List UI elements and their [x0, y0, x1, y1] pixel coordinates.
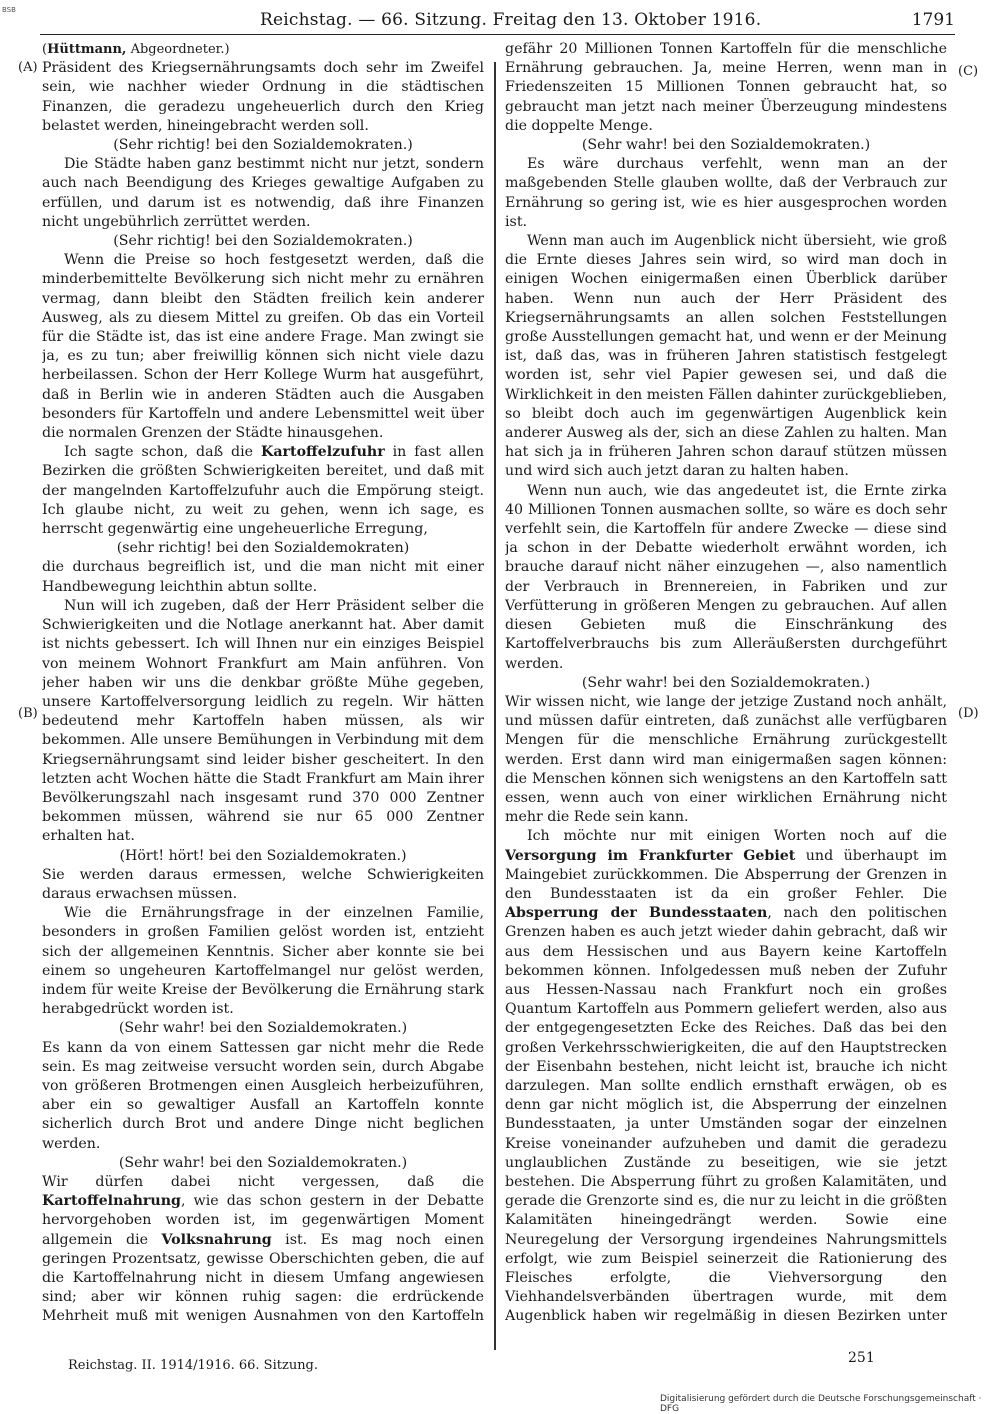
paragraph: Wenn die Preise so hoch festgesetzt werden, daß die minderbemittelte Bevölkerung sich nicht mehr zu ernähren vermag, dann bleibt den Städten freilich kein anderer Ausweg, als zu diesem Mittel zu greifen. Ob das ein Vorteil für die Städte ist, das ist eine andere Frage. Man zwingt sie ja, es zu tun; aber freiwillig können sich nicht viele dazu herbeilassen. Schon der Herr Kollege Wurm hat ausgeführt, daß in Berlin wie in anderen Städten auch die Ausgaben besonders für Kartoffeln und andere Lebensmittel weit über die normalen Grenzen der Städte hinausgehen. [42, 252, 484, 442]
speaker-role: Abgeordneter.) [126, 42, 230, 57]
interjection: (Sehr richtig! bei den Sozialdemokraten.) [113, 233, 413, 250]
text-run: Ich möchte nur mit einigen Worten noch auf die [527, 828, 947, 845]
paragraph: Wir wissen nicht, wie lange der jetzige Zustand noch anhält, und müssen dafür eintreten, daß zunächst alle verfügbaren Mengen für die menschliche Ernährung zurückgestellt werden. Erst dann wird man einigermaßen sagen können: die Menschen können sich wenigstens an den Kartoffeln satt essen, wenn auch von einer wirklichen Ernährung nicht mehr die Rede sein kann. [505, 693, 947, 826]
paragraph: Wenn nun auch, wie das angedeutet ist, die Ernte zirka 40 Millionen Tonnen ausmachen sollte, so wäre es doch sehr verfehlt sein, die Kartoffeln für andere Zwecke — diese sind ja schon in der Debatte wiederholt erwähnt worden, ich brauche darauf nicht näher einzugehen —, also namentlich der Verbrauch in Brennereien, in Fabriken und zur Verfütterung in größeren Mengen zu gebrauchen. Auf allen diesen Gebieten muß die Einschränkung des Kartoffelverbrauchs bis zum Alleräußersten durchgeführt werden. [505, 482, 947, 672]
left-column [42, 40, 484, 1325]
text-run: in fast allen Bezirken die größten Schwierigkeiten bereitet, und daß mit der mangelnden Kartoffelzufuhr auch die Empörung steigt. Ich glaube nicht, zu weit zu gehen, wenn ich sage, es herrscht gegenwärtig eine ungeheuerliche Erregung, [42, 444, 484, 538]
emphasis-term: Kartoffelzufuhr [261, 444, 385, 461]
paragraph: Es wäre durchaus verfehlt, wenn man an der maßgebenden Stelle glauben wollte, daß der Verbrauch zur Ernährung so gering ist, wie es hier ausgesprochen worden ist. [505, 156, 947, 230]
text-run: und überhaupt im Maingebiet zurückkommen. Die Absperrung der Grenzen in den Bundesstaaten ist da ein großer Fehler. Die [505, 847, 947, 902]
text-run: Wir dürfen dabei nicht vergessen, daß die [42, 1173, 484, 1190]
sheet-signature: 251 [848, 1350, 875, 1366]
speaker-line: (Hüttmann, Abgeordneter.) [42, 42, 230, 57]
column-divider [494, 62, 496, 1350]
page-header [40, 6, 955, 35]
right-column [505, 40, 947, 1325]
paragraph [505, 827, 947, 1325]
paragraph: Wenn man auch im Augenblick nicht übersieht, wie groß die Ernte dieses Jahres sein wird, so wird man doch in einigen Wochen einigermaßen einen Überblick darüber haben. Wenn nun auch der Herr Präsident des Kriegsernährungsamts an allen solchen Feststellungen große Ausstellungen gemacht hat, und wenn er der Meinung ist, daß das, was in früheren Jahren statistisch festgelegt worden ist, sehr viel Papier gewesen sei, und daß die Wirklichkeit in den meisten Fällen dahinter zurückgeblieben, so bleibt doch auch im gegenwärtigen Augenblick kein anderer Ausweg als der, sich an diese Zahlen zu halten. Man hat sich ja in früheren Jahren schon darauf stützen müssen und wird sich auch jetzt daran zu halten haben. [505, 233, 947, 480]
margin-marker-b: (B) [18, 706, 38, 721]
paragraph: gefähr 20 Millionen Tonnen Kartoffeln für die menschliche Ernährung gebrauchen. Ja, meine Herren, wenn man in Friedenszeiten 15 Millionen Tonnen gebraucht hat, so gebraucht man jetzt nach meiner Überzeugung mindestens die doppelte Menge. [505, 41, 947, 134]
library-mark: BSB [2, 6, 16, 14]
paragraph: Nun will ich zugeben, daß der Herr Präsident selber die Schwierigkeiten und die Notlage anerkannt hat. Aber damit ist nichts gebessert. Ich will Ihnen nur ein einziges Beispiel von meinem Wohnort Frankfurt am Main anführen. Von jeher haben wir uns die denkbar größte Mühe gegeben, unsere Kartoffelversorgung leidlich zu regeln. Wir hätten bedeutend mehr Kartoffeln haben müssen, als wir bekommen. Alle unsere Bemühungen in Verbindung mit dem Kriegsernährungsamt sind leider bisher gescheitert. In den letzten acht Wochen hätte die Stadt Frankfurt am Main ihrer Bevölkerungszahl nach insgesamt rund 370 000 Zentner bekommen müssen, während sie nur 65 000 Zentner erhalten hat. [42, 597, 484, 845]
paragraph: Wie die Ernährungsfrage in der einzelnen Familie, besonders in großen Familien gelöst worden ist, entzieht sich der allgemeinen Kenntnis. Sicher aber konnte sie bei einem so ungeheuren Kartoffelmangel nur gelöst werden, indem für weite Kreise der Bevölkerung die Ernährung stark herabgedrückt worden ist. [42, 905, 484, 1018]
speaker-name: Hüttmann, [47, 42, 127, 57]
paragraph: Die Städte haben ganz bestimmt nicht nur jetzt, sondern auch nach Beendigung des Krieges gewaltige Aufgaben zu erfüllen, und darum ist es notwendig, daß ihre Finanzen nicht ungebührlich zerrüttet werden. [42, 156, 484, 230]
emphasis-term: Volksnahrung [161, 1231, 272, 1248]
interjection: (Hört! hört! bei den Sozialdemokraten.) [119, 847, 407, 864]
emphasis-term: Absperrung der Bundesstaaten [505, 905, 768, 922]
paragraph: die durchaus begreiflich ist, und die man nicht mit einer Handbewegung leichthin abtun sollte. [42, 559, 484, 595]
text-run: ist. Es mag noch einen geringen Prozentsatz, gewisse Oberschichten geben, die auf die Kartoffelnahrung nicht in diesem Umfang angewiesen sind; aber wir können ruhig sagen: die erdrückende Mehrheit muß mit wenigen Ausnahmen von den Kartoffeln [42, 1231, 484, 1325]
interjection: (Sehr wahr! bei den Sozialdemokraten.) [581, 137, 871, 154]
paragraph [42, 443, 484, 539]
header-title: Reichstag. — 66. Sitzung. Freitag den 13. Oktober 1916. [260, 10, 762, 30]
text-run: , nach den politischen Grenzen haben es auch jetzt wieder dahin gebracht, daß wir aus dem Hessischen und aus Bayern keine Kartoffeln bekommen können. Infolgedessen muß neben der Zufuhr aus Hessen-Nassau nach Frankfurt noch ein großes Quantum Kartoffeln aus Pommern geliefert werden, also aus der entgegengesetzten Ecke des Reiches. Daß das bei den großen Verkehrsschwierigkeiten, die auf den Hauptstrecken der Eisenbahn bestehen, nicht leicht ist, brauche ich nicht darzulegen. Man sollte endlich ernsthaft erwägen, ob es denn gar nicht möglich ist, die Absperrung der einzelnen Bundesstaaten, ja unter Umständen sogar der einzelnen Kreise voneinander aufzuheben und damit die geradezu unglaublichen Zustände zu beseitigen, wie sie jetzt bestehen. Die Absperrung führt zu großen Kalamitäten, und gerade die Grenzorte sind es, die nur zu leicht in die größten Kalamitäten hineingedrängt werden. Sowie eine Neuregelung der Versorgung irgendeines Nahrungsmittels erfolgt, wie zum Beispiel seinerzeit die Rationierung des Fleisches erfolgte, die Viehversorgung den Viehhandelsverbänden übertragen wurde, mit dem Augenblick haben wir regelmäßig in diesen Bezirken unter [505, 905, 947, 1325]
interjection: (Sehr wahr! bei den Sozialdemokraten.) [118, 1020, 408, 1037]
paragraph: Es kann da von einem Sattessen gar nicht mehr die Rede sein. Es mag zeitweise versucht worden sein, durch Abgabe von größeren Brotmengen einen Ausgleich herbeizuführen, aber ein so gewaltiger Ausfall an Kartoffeln konnte sicherlich durch Brot und andere Dinge nicht beglichen werden. [42, 1039, 484, 1152]
page-number: 1791 [911, 10, 955, 30]
text-run: , wie das schon gestern in der Debatte hervorgehoben worden ist, im gegenwärtigen Moment allgemein die [42, 1193, 484, 1248]
text-run: Ich sagte schon, daß die [64, 444, 262, 461]
emphasis-term: Versorgung im Frankfurter Gebiet [505, 847, 796, 864]
paragraph: Sie werden daraus ermessen, welche Schwierigkeiten daraus erwachsen müssen. [42, 866, 484, 902]
funding-note: Digitalisierung gefördert durch die Deutsche Forschungsgemeinschaft · DFG [660, 1394, 982, 1414]
paragraph: Präsident des Kriegsernährungsamts doch sehr im Zweifel sein, wie nachher wieder Ordnung in die städtischen Finanzen, die geradezu ungeheuerlich durch den Krieg belastet werden, hineingebracht werden soll. [42, 60, 484, 134]
margin-marker-c: (C) [958, 64, 979, 79]
margin-marker-a: (A) [18, 60, 38, 75]
footer-citation: Reichstag. II. 1914/1916. 66. Sitzung. [68, 1358, 319, 1373]
interjection: (Sehr wahr! bei den Sozialdemokraten.) [118, 1154, 408, 1171]
interjection: (sehr richtig! bei den Sozialdemokraten) [116, 540, 410, 557]
emphasis-term: Kartoffelnahrung [42, 1193, 181, 1210]
interjection: (Sehr wahr! bei den Sozialdemokraten.) [581, 674, 871, 691]
margin-marker-d: (D) [958, 706, 979, 721]
interjection: (Sehr richtig! bei den Sozialdemokraten.) [113, 137, 413, 154]
paragraph [42, 1173, 484, 1325]
